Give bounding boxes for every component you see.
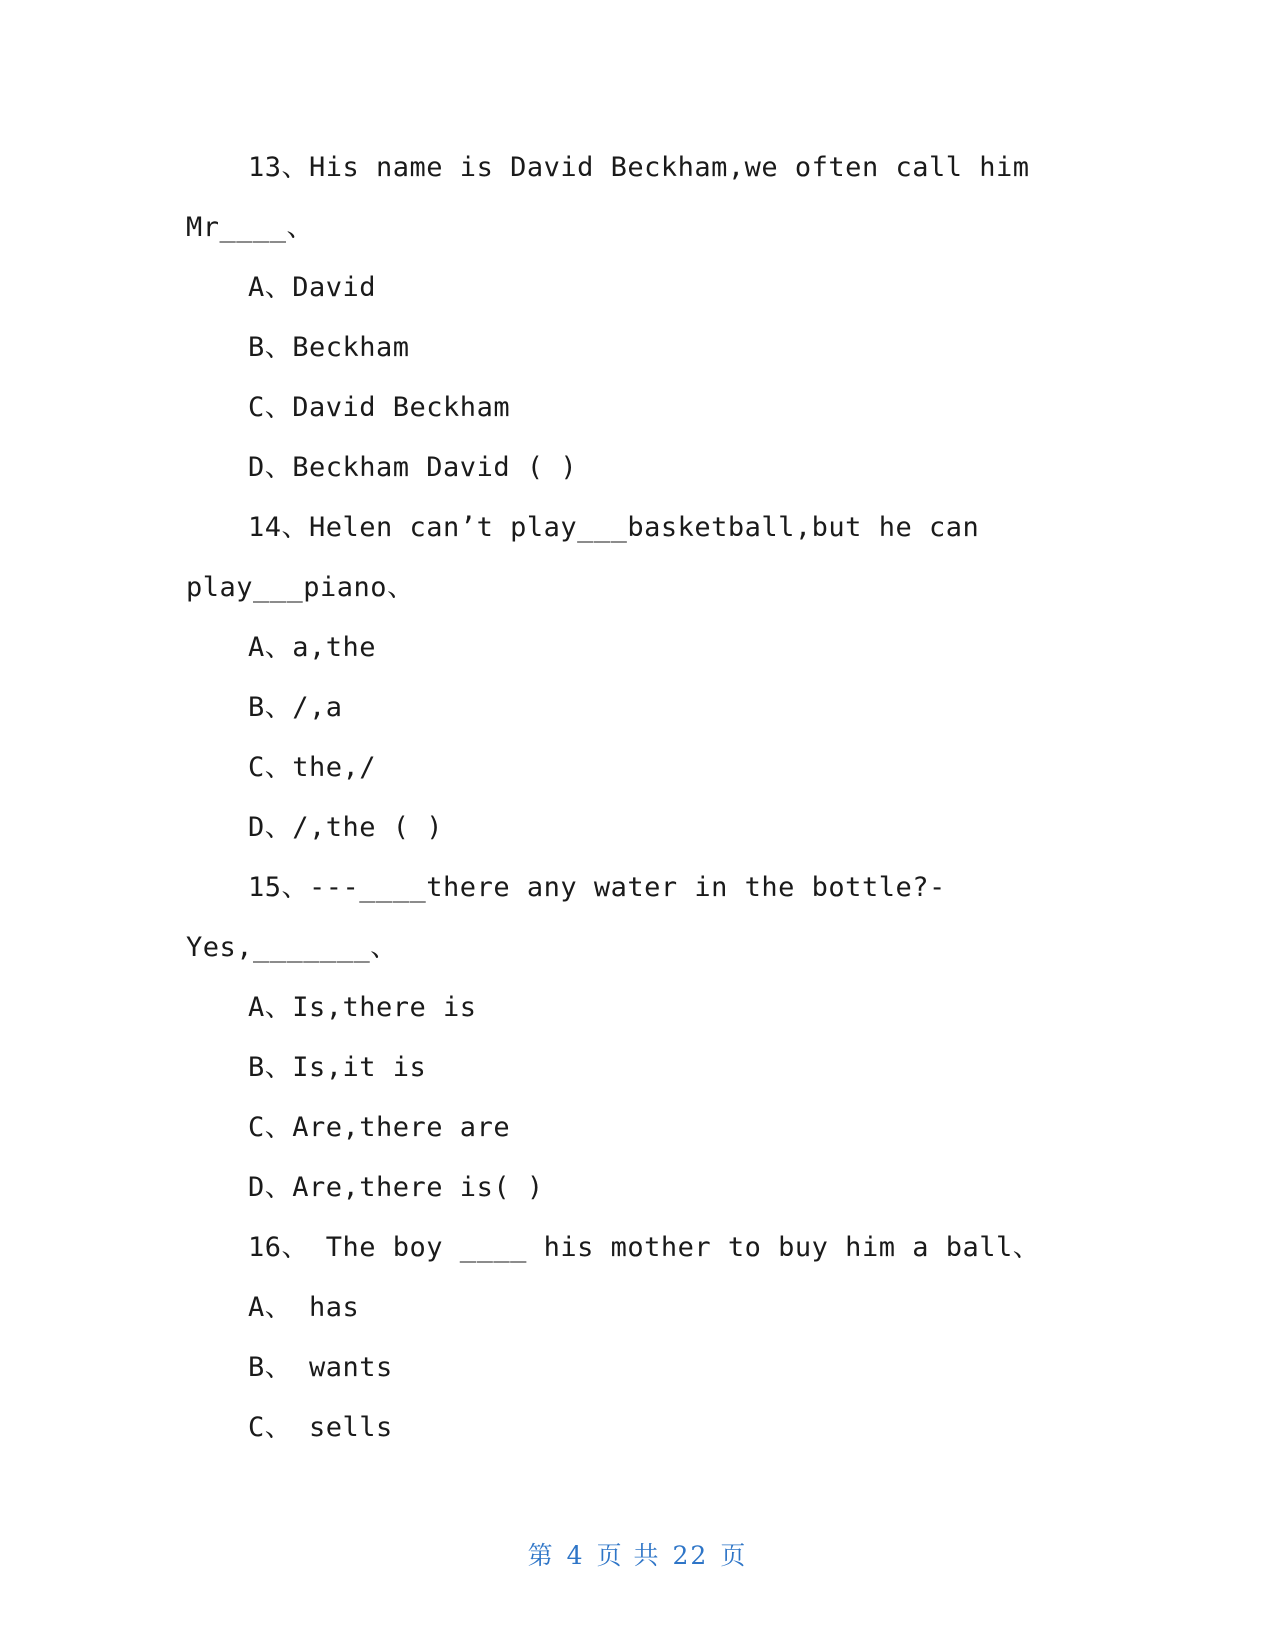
- question-14-option-c: C、the,/: [248, 752, 377, 783]
- question-16-stem: 16、 The boy ____ his mother to buy him a ball、: [248, 1232, 1041, 1263]
- footer-suffix: 页: [720, 1541, 748, 1570]
- page-footer: [0, 1536, 1275, 1572]
- question-16-option-c: C、 sells: [248, 1412, 393, 1443]
- question-14-option-d: D、/,the ( ): [248, 812, 444, 843]
- question-14-option-a: A、a,the: [248, 632, 377, 663]
- question-15-stem: 15、---____there any water in the bottle?-: [248, 872, 946, 903]
- question-15-stem-cont: Yes,_______、: [186, 932, 398, 963]
- question-13-option-a: A、David: [248, 272, 377, 303]
- question-13-stem-cont: Mr____、: [186, 212, 315, 243]
- question-16-option-b: B、 wants: [248, 1352, 393, 1383]
- question-13-option-d: D、Beckham David ( ): [248, 452, 578, 483]
- footer-middle: 页 共: [596, 1541, 661, 1570]
- question-15-option-d: D、Are,there is( ): [248, 1172, 544, 1203]
- question-13-stem: 13、His name is David Beckham,we often call him: [248, 152, 1030, 183]
- question-16-option-a: A、 has: [248, 1292, 360, 1323]
- question-14-option-b: B、/,a: [248, 692, 343, 723]
- footer-current-page: 4: [566, 1541, 585, 1570]
- question-14-stem: 14、Helen can’t play___basketball,but he can: [248, 512, 980, 543]
- footer-prefix: 第: [527, 1541, 555, 1570]
- question-13-option-c: C、David Beckham: [248, 392, 511, 423]
- question-15-option-b: B、Is,it is: [248, 1052, 427, 1083]
- question-14-stem-cont: play___piano、: [186, 572, 415, 603]
- footer-total-pages: 22: [672, 1541, 709, 1570]
- question-15-option-a: A、Is,there is: [248, 992, 477, 1023]
- question-15-option-c: C、Are,there are: [248, 1112, 511, 1143]
- question-13-option-b: B、Beckham: [248, 332, 410, 363]
